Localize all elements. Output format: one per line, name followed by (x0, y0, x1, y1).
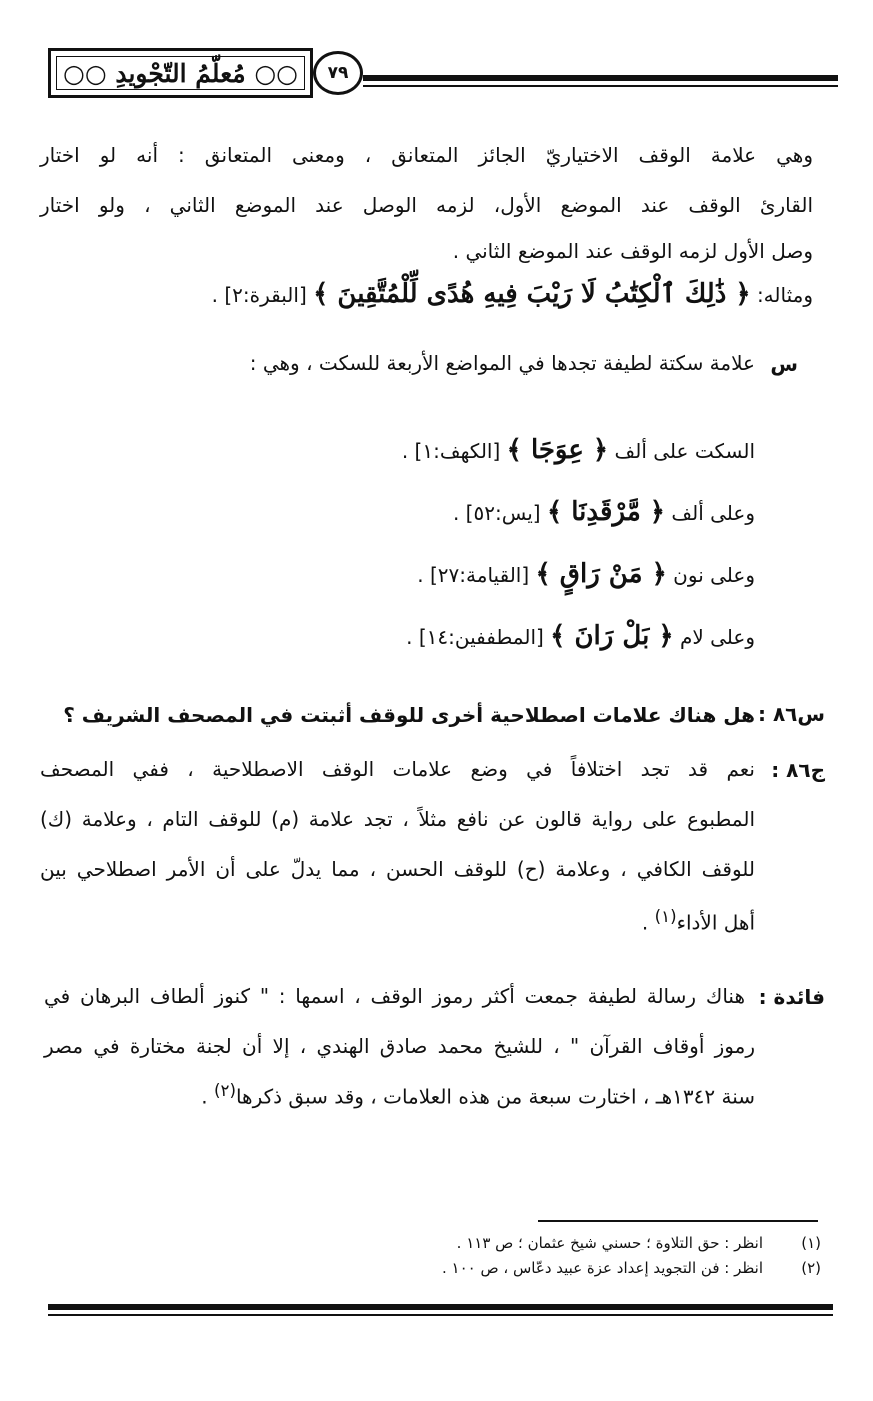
sakta-item (40, 434, 755, 468)
footnote-separator (538, 1220, 818, 1222)
footnote-ref-2: (٢) (213, 1081, 236, 1100)
question-text: هل هناك علامات اصطلاحية أخرى للوقف أثبتت في المصحف الشريف ؟ (63, 703, 755, 727)
book-title-frame (48, 48, 313, 98)
example-line (40, 278, 813, 312)
answer-line3: للوقف الكافي ، وعلامة (ح) للوقف الحسن ، مما يدلّ على أن الأمر اصطلاحي بين (40, 857, 755, 881)
benefit-line3 (44, 1080, 755, 1110)
benefit-line2: رموز أوقاف القرآن " ، للشيخ محمد صادق الهندي ، إلا أن لجنة مختارة في مصر (44, 1034, 755, 1058)
example-ref: [البقرة:٢] . (211, 283, 307, 307)
footer-rule-thin (48, 1314, 833, 1316)
answer-line4-end: . (641, 910, 655, 935)
answer-line2: المطبوع على رواية قالون عن نافع مثلاً ، تجد علامة (م) للوقف التام ، وعلامة (ك) (40, 807, 755, 831)
example-verse: ﴿ ذَٰلِكَ ٱلْكِتَٰبُ لَا رَيْبَ فِيهِ هُدًى لِّلْمُتَّقِينَ ﴾ (313, 279, 751, 309)
sakta-item (40, 558, 755, 592)
sakta-item (40, 620, 755, 654)
answer-line4-text: أهل الأداء (676, 910, 755, 935)
footnote-number: (١) (801, 1234, 821, 1252)
benefit-line3-end: . (201, 1084, 214, 1109)
sakta-item-prefix: وعلى نون (673, 563, 755, 587)
paragraph1-line1: وهي علامة الوقف الاختياريّ الجائز المتعانق ، ومعنى المتعانق : أنه لو اختار (40, 143, 813, 167)
sakta-item-ref: [المطففين:١٤] . (406, 625, 544, 649)
sakta-item-prefix: وعلى ألف (671, 501, 755, 525)
answer-line1: نعم قد تجد اختلافاً في وضع علامات الوقف الاصطلاحية ، ففي المصحف (40, 757, 755, 781)
sakta-item-prefix: السكت على ألف (614, 439, 755, 463)
answer-line4 (40, 906, 755, 936)
sakta-item-verse: ﴿ مَنْ رَاقٍ ﴾ (535, 559, 667, 589)
paragraph1-line3: وصل الأول لزمه الوقف عند الموضع الثاني . (452, 239, 813, 263)
benefit-label: فائدة : (758, 985, 825, 1009)
footnote-text: انظر : فن التجويد إعداد عزة عبيد دعّاس ، ص ١٠٠ . (442, 1259, 763, 1277)
sakta-item-verse: ﴿ مَّرْقَدِنَا ﴾ (546, 497, 666, 527)
header-rule-thin (363, 85, 838, 87)
sakta-item (40, 496, 755, 530)
sakta-item-ref: [الكهف:١] . (401, 439, 501, 463)
benefit-line1: هناك رسالة لطيفة جمعت أكثر رموز الوقف ، اسمها : " كنوز ألطاف البرهان في (44, 984, 745, 1008)
sakta-item-verse: ﴿ عِوَجَا ﴾ (506, 435, 609, 465)
page-header (48, 48, 838, 110)
sakta-label: س (770, 352, 798, 376)
footer-rule-thick (48, 1304, 833, 1310)
question-label: س٨٦ : (758, 702, 825, 726)
sakta-item-prefix: وعلى لام (679, 625, 755, 649)
page-number: ٧٩ (313, 51, 363, 95)
benefit-line3-text: سنة ١٣٤٢هـ ، اختارت سبعة من هذه العلامات ، وقد سبق ذكرها (235, 1084, 755, 1109)
paragraph1-line2: القارئ الوقف عند الموضع الأول، لزمه الوصل عند الموضع الثاني ، ولو اختار (40, 193, 813, 217)
sakta-intro: علامة سكتة لطيفة تجدها في المواضع الأربعة للسكت ، وهي : (249, 351, 755, 375)
sakta-item-ref: [يس:٥٢] . (452, 501, 541, 525)
header-rule-thick (363, 75, 838, 81)
sakta-item-verse: ﴿ بَلْ رَانَ ﴾ (550, 621, 674, 651)
sakta-item-ref: [القيامة:٢٧] . (417, 563, 530, 587)
book-title: ○○ مُعلّمُ التّجْويدِ ○○ (63, 58, 298, 88)
footnote-text: انظر : حق التلاوة ؛ حسني شيخ عثمان ؛ ص ١١٣ . (456, 1234, 763, 1252)
footnote-number: (٢) (801, 1259, 821, 1277)
footnote-ref-1: (١) (654, 907, 677, 926)
answer-label: ج٨٦ : (771, 758, 825, 782)
example-prefix: ومثاله: (756, 283, 813, 307)
